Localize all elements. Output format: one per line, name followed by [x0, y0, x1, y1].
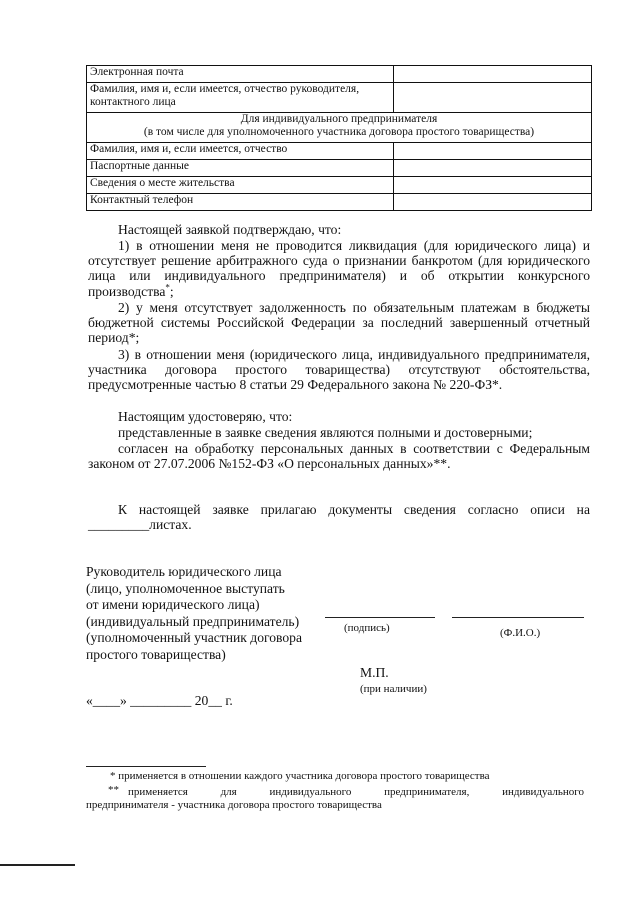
table-row	[87, 160, 592, 177]
row-value	[394, 83, 592, 113]
name-line	[452, 617, 584, 618]
statement-3: 3) в отношении меня (юридического лица, индивидуального предпринимателя, участника договора простого товарищества) отсутствуют обстоятельства, предусмотренные частью 8 статьи 29 Федерального закона № 220-ФЗ*.	[88, 347, 590, 393]
table-row	[87, 83, 592, 113]
statement-1-end: ;	[169, 283, 174, 299]
signatory-line: (индивидуальный предприниматель)	[86, 613, 300, 629]
date-field: «____» _________ 20__ г.	[86, 693, 233, 708]
statement-1-text: 1) в отношении меня не проводится ликвидация (для юридического лица) и отсутствует решение арбитражного суда о признании банкротом (для юридического лица или индивидуального предпринимателя) и об открытии конкурсного производства	[88, 238, 590, 299]
table-row	[87, 194, 592, 211]
table-row	[87, 177, 592, 194]
row-value	[394, 177, 592, 194]
statement-2: 2) у меня отсутствует задолженность по обязательным платежам в бюджеты бюджетной системы Российской Федерации за последний завершенный отчетный период*;	[88, 300, 590, 346]
signatory-description	[86, 564, 346, 663]
footnote-1: * применяется в отношении каждого участника договора простого товарищества	[110, 770, 490, 782]
footnote-2-line1: применяется для индивидуального предпринимателя, индивидуального	[128, 786, 584, 798]
signatory-line: (уполномоченный участник договора	[86, 630, 302, 645]
signatory-line: простого товарищества)	[86, 646, 226, 662]
row-label: Паспортные данные	[87, 160, 394, 177]
row-value	[394, 143, 592, 160]
row-label: Сведения о месте жительства	[87, 177, 394, 194]
attachments-text: К настоящей заявке прилагаю документы сведения согласно описи на _________листах.	[88, 502, 590, 533]
intro-text: Настоящей заявкой подтверждаю, что:	[118, 222, 342, 237]
signature-caption: (подпись)	[344, 622, 390, 634]
row-label: Фамилия, имя и, если имеется, отчество руководителя, контактного лица	[87, 83, 394, 113]
signatory-line: от имени юридического лица)	[86, 597, 260, 612]
page-edge-mark	[0, 864, 75, 866]
applicant-info-table	[86, 65, 592, 211]
row-value	[394, 66, 592, 83]
signature-line	[325, 617, 435, 618]
row-label: Фамилия, имя и, если имеется, отчество	[87, 143, 394, 160]
row-label: Электронная почта	[87, 66, 394, 83]
section-heading-row	[87, 113, 592, 143]
certify-text: Настоящим удостоверяю, что:	[118, 409, 293, 424]
stamp-label: М.П.	[360, 665, 389, 680]
footnote-2-mark: **	[108, 784, 119, 796]
certify-item-2: согласен на обработку персональных данных в соответствии с Федеральным законом от 27.07.2006 №152-ФЗ «О персональных данных»**.	[88, 441, 590, 472]
table-row	[87, 143, 592, 160]
certify-item-1: представленные в заявке сведения являются полными и достоверными;	[118, 425, 533, 440]
row-value	[394, 160, 592, 177]
row-label: Контактный телефон	[87, 194, 394, 211]
statement-1	[88, 238, 590, 299]
footnote-mark: *	[165, 282, 170, 293]
stamp-note: (при наличии)	[360, 683, 427, 695]
row-value	[394, 194, 592, 211]
table-row	[87, 66, 592, 83]
name-caption: (Ф.И.О.)	[500, 627, 541, 639]
signatory-line: (лицо, уполномоченное выступать	[86, 580, 285, 596]
section-heading-line2: (в том числе для уполномоченного участника договора простого товарищества)	[143, 126, 535, 138]
section-heading-line1: Для индивидуального предпринимателя	[240, 113, 438, 125]
section-heading	[87, 113, 592, 143]
signatory-line: Руководитель юридического лица	[86, 564, 282, 579]
footnote-separator	[86, 766, 206, 767]
footnote-2-line2: предпринимателя - участника договора простого товарищества	[86, 799, 382, 811]
